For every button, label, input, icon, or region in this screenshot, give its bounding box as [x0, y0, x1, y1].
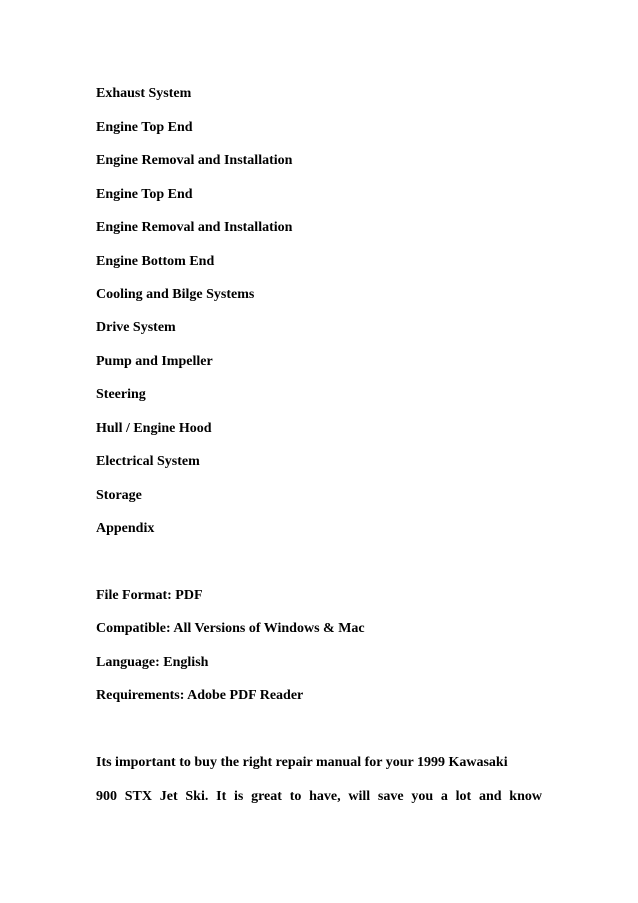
toc-item: Engine Top End: [96, 120, 193, 135]
toc-item: Cooling and Bilge Systems: [96, 287, 255, 302]
toc-item: Storage: [96, 488, 142, 503]
spec-file-format: File Format: PDF: [96, 588, 203, 603]
toc-item: Steering: [96, 387, 146, 402]
toc-item: Engine Top End: [96, 187, 193, 202]
paragraph-line: Its important to buy the right repair manual for your 1999 Kawasaki: [96, 755, 508, 770]
toc-item: Exhaust System: [96, 86, 192, 101]
toc-item: Drive System: [96, 320, 176, 335]
toc-item: Engine Removal and Installation: [96, 153, 293, 168]
paragraph-line: 900 STX Jet Ski. It is great to have, will save you a lot and know: [96, 789, 542, 804]
toc-item: Hull / Engine Hood: [96, 421, 212, 436]
spec-compatible: Compatible: All Versions of Windows & Mac: [96, 621, 365, 636]
toc-item: Engine Bottom End: [96, 254, 215, 269]
toc-item: Pump and Impeller: [96, 354, 213, 369]
toc-item: Appendix: [96, 521, 155, 536]
toc-item: Engine Removal and Installation: [96, 220, 293, 235]
toc-item: Electrical System: [96, 454, 200, 469]
spec-language: Language: English: [96, 655, 209, 670]
spec-requirements: Requirements: Adobe PDF Reader: [96, 688, 304, 703]
